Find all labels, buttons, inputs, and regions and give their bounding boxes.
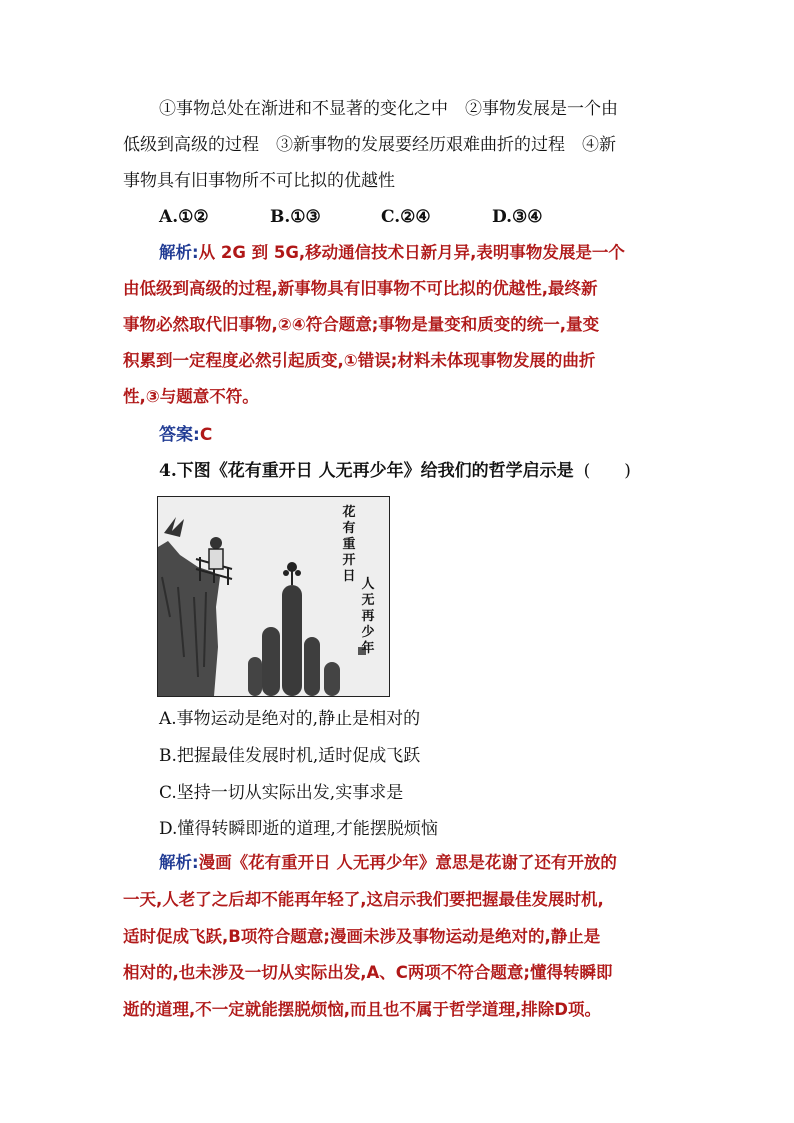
q3-statement-line-1: ①事物总处在渐进和不显著的变化之中 ②事物发展是一个由 <box>159 99 618 119</box>
q3-analysis-line-4: 积累到一定程度必然引起质变,①错误;材料未体现事物发展的曲折 <box>123 351 596 370</box>
q4-analysis-line-3: 适时促成飞跃,B项符合题意;漫画未涉及事物运动是绝对的,静止是 <box>123 927 601 946</box>
q3-analysis-line-5: 性,③与题意不符。 <box>123 387 259 406</box>
q4-option-d: D.懂得转瞬即逝的道理,才能摆脱烦恼 <box>159 819 438 839</box>
q4-answer-paren: ( ) <box>583 461 631 481</box>
calligraphy-col-1: 花 有 重 开 日 <box>342 505 356 584</box>
q4-option-c: C.坚持一切从实际出发,实事求是 <box>159 783 404 803</box>
q4-analysis-text-1: 漫画《花有重开日 人无再少年》意思是花谢了还有开放的 <box>198 853 617 872</box>
q4-analysis-line-5: 逝的道理,不一定就能摆脱烦恼,而且也不属于哲学道理,排除D项。 <box>123 1000 602 1019</box>
q3-options <box>159 207 719 227</box>
q3-analysis-line-1 <box>159 243 719 263</box>
q3-answer <box>159 425 719 445</box>
q4-analysis-label: 解析: <box>159 853 199 872</box>
q3-option-a: A.①② <box>159 207 209 227</box>
q3-analysis-line-2: 由低级到高级的过程,新事物具有旧事物不可比拟的优越性,最终新 <box>123 279 598 298</box>
q3-option-c: C.②④ <box>381 207 431 227</box>
q3-analysis-line-3: 事物必然取代旧事物,②④符合题意;事物是量变和质变的统一,量变 <box>123 315 600 334</box>
q4-stem <box>159 461 719 481</box>
q4-cartoon-illustration <box>157 496 390 697</box>
q4-stem-text: 4.下图《花有重开日 人无再少年》给我们的哲学启示是 <box>159 461 574 481</box>
q4-option-b: B.把握最佳发展时机,适时促成飞跃 <box>159 746 421 766</box>
q3-answer-value: C <box>199 425 213 445</box>
q4-analysis-line-2: 一天,人老了之后却不能再年轻了,这启示我们要把握最佳发展时机, <box>123 890 604 909</box>
q4-option-a: A.事物运动是绝对的,静止是相对的 <box>159 709 421 729</box>
q3-analysis-text-1: 从 2G 到 5G,移动通信技术日新月异,表明事物发展是一个 <box>198 243 625 262</box>
q3-answer-label: 答案: <box>159 425 200 445</box>
q4-analysis-line-1 <box>159 853 719 873</box>
q3-analysis-label: 解析: <box>159 243 199 262</box>
q3-statement-line-2: 低级到高级的过程 ③新事物的发展要经历艰难曲折的过程 ④新 <box>123 135 616 155</box>
q3-option-b: B.①③ <box>270 207 321 227</box>
calligraphy-col-2: 人 无 再 少 年 <box>361 577 375 656</box>
q3-option-d: D.③④ <box>492 207 543 227</box>
q3-statement-line-3: 事物具有旧事物所不可比拟的优越性 <box>123 171 395 191</box>
q4-analysis-line-4: 相对的,也未涉及一切从实际出发,A、C两项不符合题意;懂得转瞬即 <box>123 963 613 982</box>
